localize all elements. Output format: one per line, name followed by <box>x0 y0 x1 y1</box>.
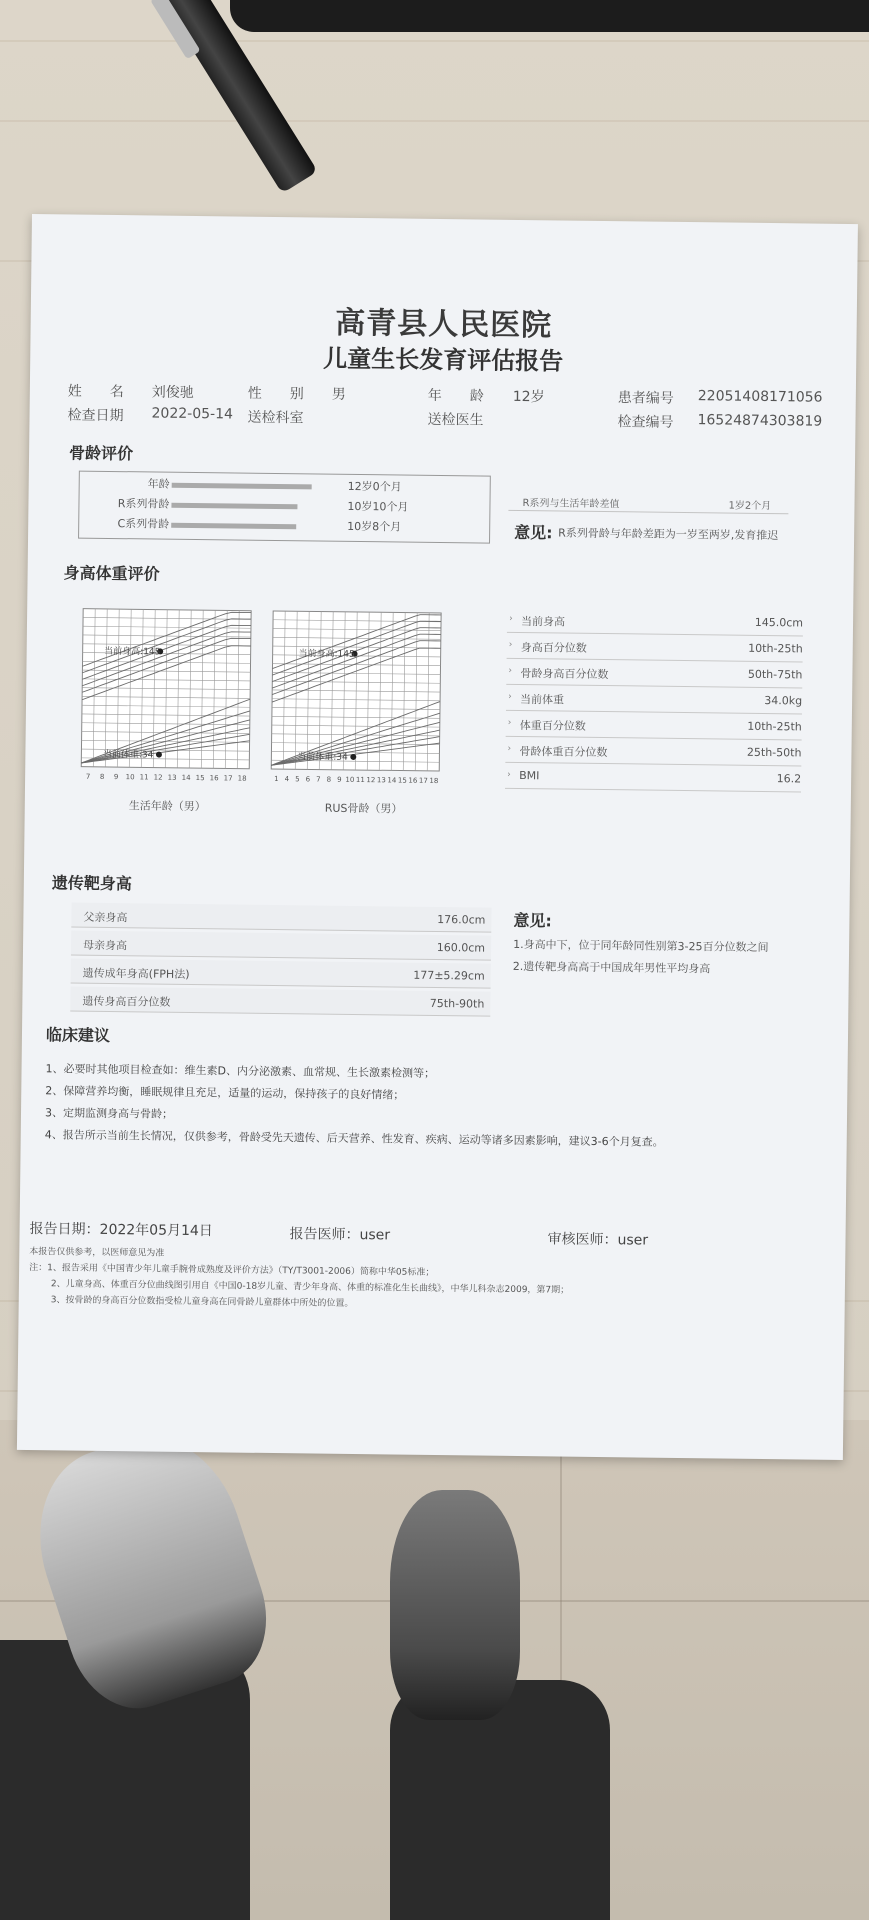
bullet-icon: › <box>508 665 513 676</box>
x-tick-label: 8 <box>326 775 332 784</box>
x-tick-label: 7 <box>85 772 91 781</box>
genetic-title: 遗传靶身高 <box>51 873 132 894</box>
metric-value: 145.0cm <box>754 615 804 630</box>
clinical-item: 2、保障营养均衡，睡眠规律且充足，适量的运动，保持孩子的良好情绪； <box>45 1084 405 1102</box>
genetic-label: 母亲身高 <box>82 938 128 953</box>
metric-label: BMI <box>519 768 540 783</box>
x-tick-label: 11 <box>355 775 365 785</box>
report-date: 报告日期：2022年05月14日 <box>29 1221 213 1240</box>
x-tick-label: 13 <box>376 776 386 785</box>
footnote: 3、按骨龄的身高百分位数指受检儿童身高在同骨龄儿童群体中所处的位置。 <box>50 1295 354 1310</box>
genetic-opinion-line: 1.身高中下，位于同年龄同性别第3-25百分位数之间 <box>513 937 769 955</box>
metric-label: 骨龄体重百分位数 <box>519 744 608 760</box>
metric-row <box>505 764 801 793</box>
clinical-title: 临床建议 <box>45 1025 111 1046</box>
x-tick-label: 18 <box>237 774 247 783</box>
metric-row <box>507 634 803 663</box>
clinical-item: 4、报告所示当前生长情况，仅供参考，骨龄受先天遗传、后天营养、性发育、疾病、运动等诸多因素影响，建议3-6个月复查。 <box>44 1128 664 1149</box>
x-tick-label: 13 <box>167 773 177 782</box>
patient-sex: 男 <box>331 386 346 403</box>
genetic-row <box>71 959 491 989</box>
name-label: 姓 名 <box>67 383 124 401</box>
x-tick-label: 16 <box>408 776 418 785</box>
chart-bone-age <box>265 603 447 789</box>
doctor-label: 送检医生 <box>427 411 484 429</box>
x-tick-label: 4 <box>284 775 290 784</box>
growth-chart-svg <box>75 601 257 783</box>
dept-label: 送检科室 <box>247 409 304 427</box>
bone-age-opinion-label: 意见: <box>514 522 553 543</box>
data-label: 当前体重:34 <box>102 749 154 761</box>
bullet-icon: › <box>507 743 512 754</box>
x-tick-label: 10 <box>125 773 135 782</box>
bullet-icon: › <box>507 717 512 728</box>
bone-age-row-value: 10岁8个月 <box>347 519 402 534</box>
monitor-edge <box>230 0 869 32</box>
sex-label: 性 别 <box>247 385 304 403</box>
metric-row <box>505 738 801 767</box>
genetic-value: 160.0cm <box>436 941 486 955</box>
bone-age-row-value: 12岁0个月 <box>347 479 402 494</box>
exam-no: 16524874303819 <box>697 412 823 430</box>
bone-age-row-label: 年龄 <box>147 477 170 491</box>
metric-label: 当前身高 <box>520 615 566 629</box>
clinical-item: 3、定期监测身高与骨龄； <box>44 1106 174 1121</box>
genetic-row <box>70 987 490 1017</box>
x-tick-label: 12 <box>366 776 376 785</box>
bullet-icon: › <box>508 691 512 702</box>
bone-age-bar <box>171 503 297 510</box>
exam-no-label: 检查编号 <box>617 414 674 431</box>
genetic-label: 遗传成年身高(FPH法) <box>82 966 190 981</box>
report-title: 儿童生长发育评估报告 <box>323 344 564 376</box>
x-tick-label: 7 <box>316 775 321 784</box>
footnote: 注：1、报告采用《中国青少年儿童手腕骨成熟度及评价方法》（TY/T3001-2006）简称中华05标准； <box>29 1263 435 1278</box>
metric-row <box>507 608 803 637</box>
x-tick-label: 9 <box>337 775 342 784</box>
data-label: 当前身高:145 <box>104 646 161 658</box>
bone-age-bar <box>171 523 296 530</box>
x-tick-label: 1 <box>274 775 279 784</box>
genetic-row <box>71 903 491 933</box>
x-tick-label: 17 <box>418 776 428 785</box>
x-tick-label: 14 <box>181 773 191 782</box>
x-tick-label: 15 <box>195 774 205 783</box>
growth-chart-svg <box>265 603 447 785</box>
bone-age-title: 骨龄评价 <box>68 443 134 464</box>
metric-label: 身高百分位数 <box>520 641 587 655</box>
genetic-row <box>71 931 491 961</box>
bullet-icon: › <box>508 639 513 650</box>
bone-age-opinion-text: R系列骨龄与年龄差距为一岁至两岁,发育推迟 <box>558 526 779 543</box>
metric-value: 10th-25th <box>748 641 803 656</box>
chart-left-caption: 生活年龄（男） <box>128 799 206 814</box>
bone-age-box <box>78 471 491 544</box>
genetic-value: 75th-90th <box>429 996 485 1011</box>
growth-title: 身高体重评价 <box>63 563 160 584</box>
metric-label: 体重百分位数 <box>519 718 586 733</box>
bone-age-row <box>79 515 489 540</box>
x-tick-label: 8 <box>99 772 105 781</box>
x-tick-label: 14 <box>387 776 397 785</box>
patient-age: 12岁 <box>512 388 545 406</box>
patient-name: 刘俊驰 <box>151 384 194 401</box>
genetic-opinion-line: 2.遗传靶身高高于中国成年男性平均身高 <box>512 959 711 976</box>
metric-label: 骨龄身高百分位数 <box>520 667 609 682</box>
metric-row <box>506 712 802 741</box>
bone-age-diff-value: 1岁2个月 <box>728 500 772 513</box>
genetic-value: 176.0cm <box>437 913 486 927</box>
data-label: 当前身高:145 <box>298 649 355 660</box>
x-tick-label: 17 <box>223 774 233 783</box>
clinical-item: 1、必要时其他项目检查如：维生素D、内分泌激素、血常规、生长激素检测等； <box>45 1062 436 1080</box>
metric-row <box>506 660 802 689</box>
bone-age-row-label: R系列骨龄 <box>117 497 170 511</box>
metric-value: 25th-50th <box>746 745 802 760</box>
bullet-icon: › <box>507 769 511 780</box>
report-paper <box>17 214 858 1460</box>
hospital-name: 高青县人民医院 <box>334 305 553 344</box>
x-tick-label: 12 <box>153 773 163 782</box>
right-shoe <box>390 1490 520 1720</box>
date-label: 检查日期 <box>67 407 124 425</box>
x-tick-label: 5 <box>295 775 300 784</box>
footnote: 2、儿童身高、体重百分位曲线图引用自《中国0-18岁儿童、青少年身高、体重的标准化生长曲线》，中华儿科杂志2009，第7期； <box>50 1279 570 1296</box>
metric-row <box>506 686 802 715</box>
x-tick-label: 18 <box>429 776 439 786</box>
metric-value: 50th-75th <box>747 667 803 682</box>
genetic-opinion-label: 意见: <box>513 910 552 931</box>
x-tick-label: 6 <box>305 775 311 784</box>
genetic-value: 177±5.29cm <box>413 968 485 983</box>
bone-age-row-label: C系列骨龄 <box>117 517 170 531</box>
x-tick-label: 15 <box>397 776 407 785</box>
disclaimer: 本报告仅供参考，以医师意见为准 <box>29 1247 165 1259</box>
data-label: 当前体重:34 <box>297 752 348 763</box>
age-label: 年 龄 <box>427 387 484 405</box>
bullet-icon: › <box>509 613 513 624</box>
patient-no-label: 患者编号 <box>617 390 674 407</box>
bone-age-diff-label: R系列与生活年龄差值 <box>522 498 620 511</box>
bone-age-row-value: 10岁10个月 <box>347 499 409 514</box>
report-doctor: 报告医师：user <box>289 1226 391 1244</box>
chart-right-caption: RUS骨龄（男） <box>324 801 403 816</box>
x-tick-label: 9 <box>113 773 119 782</box>
x-tick-label: 10 <box>345 775 355 784</box>
metric-value: 16.2 <box>776 772 802 786</box>
genetic-label: 遗传身高百分位数 <box>82 994 171 1009</box>
genetic-label: 父亲身高 <box>83 910 128 925</box>
x-tick-label: 11 <box>139 773 149 782</box>
review-doctor: 审核医师：user <box>547 1231 649 1249</box>
metric-label: 当前体重 <box>520 692 565 707</box>
bone-age-bar <box>172 483 312 490</box>
metric-value: 10th-25th <box>747 719 802 734</box>
exam-date: 2022-05-14 <box>151 405 234 423</box>
x-tick-label: 16 <box>209 774 219 783</box>
chart-chronological-age <box>75 601 257 787</box>
patient-no: 22051408171056 <box>697 388 823 406</box>
metric-value: 34.0kg <box>764 693 803 708</box>
